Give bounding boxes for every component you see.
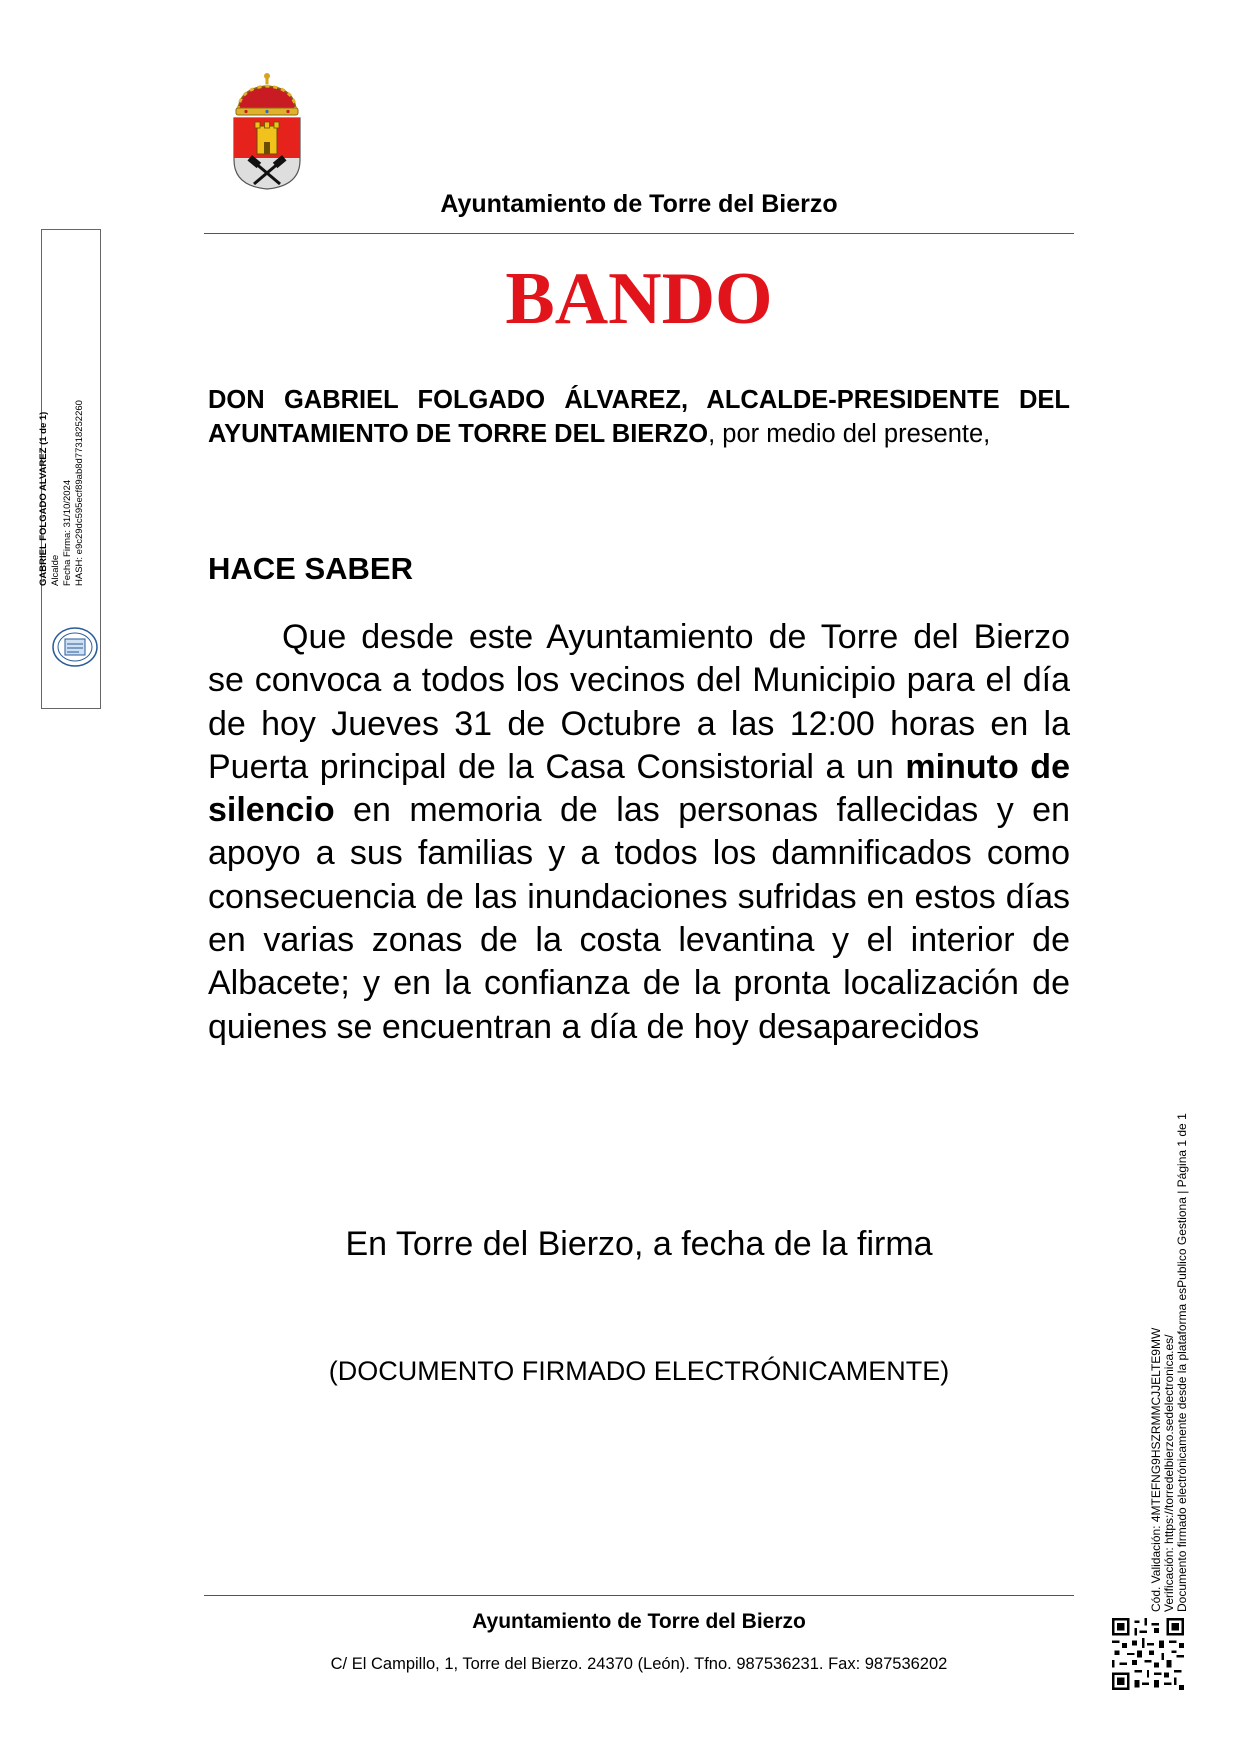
signature-date: Fecha Firma: 31/10/2024 [62,479,73,586]
coat-of-arms-logo [232,72,302,190]
intro-paragraph [208,383,1070,451]
electronic-signature-note: (DOCUMENTO FIRMADO ELECTRÓNICAMENTE) [328,1356,950,1386]
footer-divider [204,1595,1074,1596]
body-emphasis: minuto de silencio [208,747,1070,830]
footer-address: C/ El Campillo, 1, Torre del Bierzo. 24370 (León). Tfno. 987536231. Fax: 987536202 [330,1655,948,1673]
signer-role: Alcalde [50,554,61,586]
intro-rest: , por medio del presente, [708,420,991,448]
body-part-2: en memoria de las personas fallecidas y en apoyo a sus familias y a todos los damnificados como consecuencia de las inundaciones sufridas en estos días en varias zonas de la costa levantina y el interior de Albacete; y en la confianza de la pronta localización de quienes se encuentran a día de hoy desaparecidos [208,791,1070,1046]
verification-note: Documento firmado electrónicamente desde la plataforma esPublico Gestiona | Página 1 de 1 [1175,1113,1189,1612]
footer-organization: Ayuntamiento de Torre del Bierzo [472,1610,806,1633]
verification-text [1150,1113,1189,1612]
verification-url: Verificación: https://torredelbierzo.sedelectronica.es/ [1162,1334,1176,1612]
document-title: BANDO [505,258,773,340]
body-part-1: Que desde este Ayuntamiento de Torre del Bierzo se convoca a todos los vecinos del Municipio para el día de hoy Jueves 31 de Octubre a las 12:00 horas en la Puerta principal de la Casa Consistorial a un [208,618,1070,786]
signature-hash: HASH: e9c29dc595ecf89ab8d77318252260 [74,400,85,586]
mayor-name: DON GABRIEL FOLGADO ÁLVAREZ, ALCALDE-PRESIDENTE DEL AYUNTAMIENTO DE TORRE DEL BIERZO [208,386,1070,448]
signature-seal-icon [49,624,101,670]
hace-saber-heading: HACE SABER [208,551,413,586]
signature-details [38,356,98,586]
signer-name: GABRIEL FOLGADO ALVAREZ (1 de 1) [38,411,49,586]
header-organization: Ayuntamiento de Torre del Bierzo [440,190,838,218]
header-divider [204,233,1074,234]
validation-code: Cód. Validación: 4MTEFNG9HSZRMMCJJELTE9MW [1149,1327,1163,1612]
qr-code-icon [1112,1618,1184,1690]
body-paragraph [208,616,1070,1049]
closing-line: En Torre del Bierzo, a fecha de la firma [345,1225,933,1263]
